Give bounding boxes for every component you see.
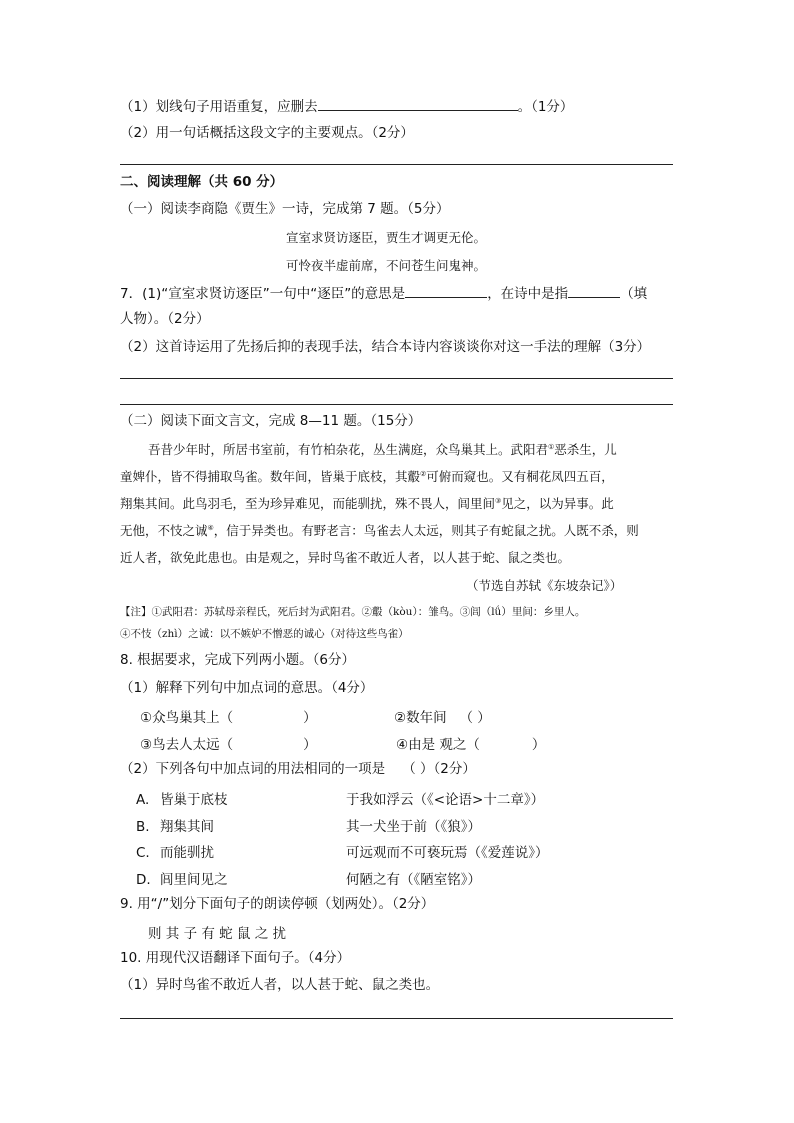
item-close: ） <box>303 710 317 726</box>
option-c-right: 可远观而不可亵玩焉（《爱莲说》） <box>346 845 549 861</box>
item-1 <box>140 706 317 726</box>
poem-line-2: 可怜夜半虚前席，不问苍生问鬼神。 <box>286 258 487 273</box>
question-10-title: 10. 用现代汉语翻译下面句子。（4分） <box>120 950 351 966</box>
question-8-sub1: （1）解释下列句中加点词的意思。（4分） <box>120 680 374 696</box>
question-7-2: （2）这首诗运用了先扬后抑的表现手法，结合本诗内容谈谈你对这一手法的理解（3分） <box>120 339 651 355</box>
item-4 <box>396 733 545 753</box>
answer-line[interactable] <box>120 378 673 379</box>
passage-line-2 <box>120 467 614 485</box>
item-3 <box>140 733 317 753</box>
answer-blank[interactable] <box>480 735 532 749</box>
option-text: 而能驯扰 <box>160 845 214 861</box>
question-7-1-tail: （填 <box>620 286 648 302</box>
answer-blank[interactable] <box>405 283 487 298</box>
part2-intro: （二）阅读下面文言文，完成 8—11 题。（15分） <box>120 413 422 429</box>
passage-text: 见之，以为异事。此 <box>501 496 614 511</box>
option-b-left[interactable] <box>136 815 214 835</box>
footnote-marker: ① <box>548 442 555 451</box>
question-8-sub2 <box>120 760 476 778</box>
passage-line-5: 近人者，欲免此患也。由是观之，异时鸟雀不敢近人者，以人甚于蛇、鼠之类也。 <box>120 550 571 565</box>
passage-text: 恶杀生，儿 <box>554 442 617 457</box>
item-text: ③鸟去人太远（ <box>140 737 234 753</box>
question-a1-label: （1）划线句子用语重复，应删去 <box>120 99 318 115</box>
option-b-right: 其一犬坐于前（《狼》） <box>346 819 481 835</box>
annotation-line-2: ④不忮（zhì）之诚：以不嫉妒不憎恶的诚心（对待这些鸟雀） <box>120 628 409 640</box>
passage-text: ，信于异类也。有野老言：鸟雀去人太远，则其子有蛇鼠之扰。人既不杀，则 <box>213 523 639 538</box>
question-9-title: 9. 用“/”划分下面句子的朗读停顿（划两处）。（2分） <box>120 896 435 912</box>
option-text: 闾里间见之 <box>160 872 228 888</box>
poem-line-1: 宣室求贤访逐臣，贾生才调更无伦。 <box>286 230 487 245</box>
option-text: 皆巢于底枝 <box>160 792 228 808</box>
question-10-sub1: （1）异时鸟雀不敢近人者，以人甚于蛇、鼠之类也。 <box>120 977 440 993</box>
passage-line-1 <box>148 440 617 458</box>
passage-source: （节选自苏轼《东坡杂记》） <box>466 578 623 593</box>
answer-blank[interactable] <box>233 735 303 749</box>
item-text: ②数年间 <box>394 710 447 726</box>
annotation-line-1: 【注】①武阳君：苏轼母亲程氏，死后封为武阳君。②鷇（kòu）：雏鸟。③闾（lǘ）里间：乡里人。 <box>120 606 586 618</box>
option-d-left[interactable] <box>136 868 228 888</box>
option-letter: D. <box>136 872 151 888</box>
option-letter: C. <box>136 845 150 861</box>
question-a1-tail: 。（1分） <box>517 99 574 115</box>
question-9-sentence[interactable]: 则 其 子 有 蛇 鼠 之 扰 <box>148 926 287 942</box>
section-heading: 二、阅读理解（共 60 分） <box>120 174 284 190</box>
question-a2: （2）用一句话概括这段文字的主要观点。（2分） <box>120 125 414 141</box>
passage-text: 翔集其间。此鸟羽毛，至为珍异难见，而能驯扰，殊不畏人，闾里间 <box>120 496 496 511</box>
option-c-left[interactable] <box>136 841 214 861</box>
part1-intro: （一）阅读李商隐《贾生》一诗，完成第 7 题。（5分） <box>120 201 450 217</box>
question-text: （2）下列各句中加点词的用法相同的一项是 <box>120 761 386 777</box>
passage-text: 童婢仆，皆不得捕取鸟雀。数年间，皆巢于底枝，其鷇 <box>120 469 421 484</box>
passage-line-3 <box>120 494 614 512</box>
footnote-marker: ③ <box>495 496 502 505</box>
answer-line[interactable] <box>120 404 673 405</box>
option-letter: A. <box>136 792 150 808</box>
item-text: ①众鸟巢其上（ <box>140 710 234 726</box>
item-close: ） <box>303 737 317 753</box>
answer-line[interactable] <box>120 164 673 165</box>
answer-line[interactable] <box>120 1018 673 1019</box>
passage-line-4 <box>120 521 639 539</box>
question-7-1-cont: 人物）。（2分） <box>120 311 210 327</box>
footnote-marker: ④ <box>207 523 214 532</box>
passage-text: 吾昔少年时，所居书室前，有竹柏杂花，丛生满庭，众鸟巢其上。武阳君 <box>148 442 549 457</box>
option-d-right: 何陋之有（《陋室铭》） <box>346 872 481 888</box>
item-2 <box>394 706 491 726</box>
question-a1 <box>120 96 573 116</box>
footnote-marker: ② <box>420 469 427 478</box>
option-text: 翔集其间 <box>160 819 214 835</box>
option-a-right: 于我如浮云（《<论语>十二章》） <box>346 792 545 808</box>
question-7-1-mid: ，在诗中是指 <box>487 286 569 302</box>
question-7-1-text: 7．(1)“宣室求贤访逐臣”一句中“逐臣”的意思是 <box>120 286 406 302</box>
item-text: ④由是 观之（ <box>396 737 480 753</box>
answer-blank[interactable]: （ ） <box>459 710 491 726</box>
passage-text: 无他，不忮之诚 <box>120 523 208 538</box>
option-a-left[interactable] <box>136 788 228 808</box>
question-7-1 <box>120 283 647 303</box>
option-letter: B. <box>136 819 150 835</box>
item-close: ） <box>531 737 546 753</box>
answer-blank[interactable] <box>318 96 518 111</box>
answer-blank[interactable]: （ ）（2分） <box>402 761 476 777</box>
passage-text: 可俯而窥也。又有桐花凤四五百， <box>426 469 614 484</box>
answer-blank[interactable] <box>233 708 303 722</box>
question-8-title: 8. 根据要求，完成下列两小题。（6分） <box>120 652 356 668</box>
answer-blank[interactable] <box>568 283 620 298</box>
